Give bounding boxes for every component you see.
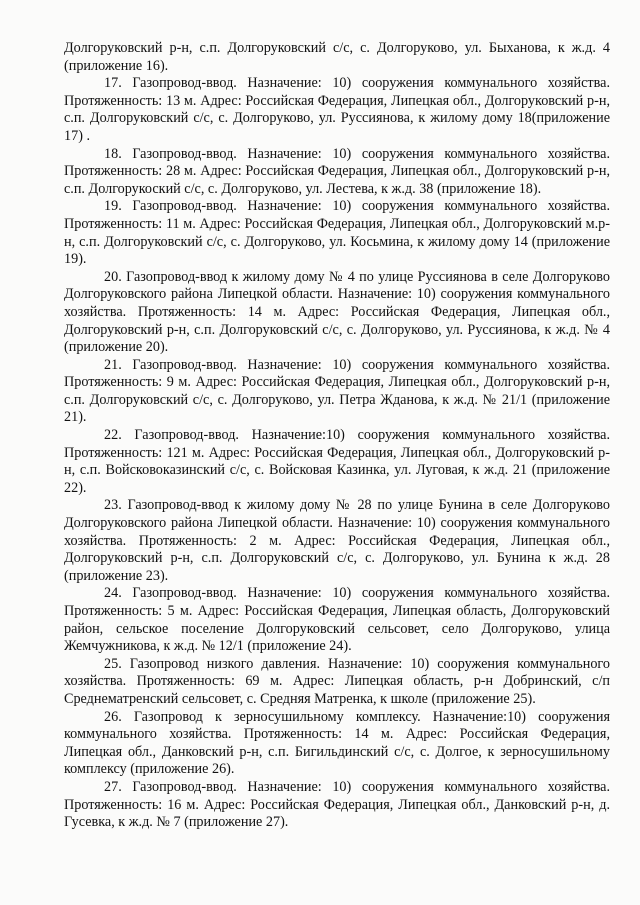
paragraph-item-27: 27. Газопровод-ввод. Назначение: 10) сооружения коммунального хозяйства. Протяженность: 16 м. Адрес: Российская Федерация, Липецкая обл., Данковский р-н, д. Гусевка, к ж.д. № 7 (приложение 27). — [64, 778, 610, 831]
paragraph-item-21: 21. Газопровод-ввод. Назначение: 10) сооружения коммунального хозяйства. Протяженность: 9 м. Адрес: Российская Федерация, Липецкая обл., Долгоруковский р-н, с.п. Долгоруковский с/с, с. Долгоруково, ул. Петра Жданова, к ж.д. № 21/1 (приложение 21). — [64, 356, 610, 426]
paragraph-item-22: 22. Газопровод-ввод. Назначение:10) сооружения коммунального хозяйства. Протяженность: 121 м. Адрес: Российская Федерация, Липецкая обл., Долгоруковский р-н, с.п. Войсковоказинский с/с, с. Войсковая Казинка, ул. Луговая, к ж.д. 21 (приложение 22). — [64, 427, 610, 496]
paragraph-item-24: 24. Газопровод-ввод. Назначение: 10) сооружения коммунального хозяйства. Протяженность: 5 м. Адрес: Российская Федерация, Липецкая область, Долгоруковский район, сельское поселение Долгоруковский сельсовет, село Долгоруково, улица Жемчужникова, к ж.д. № 12/1 (приложение 24). — [64, 585, 610, 655]
paragraph-item-26: 26. Газопровод к зерносушильному комплексу. Назначение:10) сооружения коммунального хозяйства. Протяженность: 14 м. Адрес: Российская Федерация, Липецкая обл., Данковский р-н, с.п. Бигильдинский с/с, с. Долгое, к зерносушильному комплексу (приложение 26). — [64, 708, 610, 778]
paragraph-item-23: 23. Газопровод-ввод к жилому дому № 28 по улице Бунина в селе Долгоруково Долгоруковского района Липецкой области. Назначение: 10) сооружения коммунального хозяйства. Протяженность: 2 м. Адрес: Российская Федерация, Липецкая обл., Долгоруковский р-н, с.п. Долгоруковский с/с, с. Долгоруково, ул. Бунина к ж.д. 28 (приложение 23). — [64, 497, 610, 584]
paragraph-item-18: 18. Газопровод-ввод. Назначение: 10) сооружения коммунального хозяйства. Протяженность: 28 м. Адрес: Российская Федерация, Липецкая обл., Долгоруковский р-н, с.п. Долгорукоский с/с, с. Долгоруково, ул. Лестева, к ж.д. 38 (приложение 18). — [64, 145, 610, 197]
paragraph-item-19: 19. Газопровод-ввод. Назначение: 10) сооружения коммунального хозяйства. Протяженность: 11 м. Адрес: Российская Федерация, Липецкая обл., Долгоруковский м.р-н, с.п. Долгоруковский с/с, с. Долгоруково, ул. Косьмина, к жилому дому 14 (приложение 19). — [64, 198, 610, 268]
paragraph-item-17: 17. Газопровод-ввод. Назначение: 10) сооружения коммунального хозяйства. Протяженность: 13 м. Адрес: Российская Федерация, Липецкая обл., Долгоруковский р-н, с.п. Долгоруковский с/с, с. Долгоруково, ул. Руссиянова, к жилому дому 18(приложение 17) . — [64, 75, 610, 144]
paragraph-item-25: 25. Газопровод низкого давления. Назначение: 10) сооружения коммунального хозяйства. Протяженность: 69 м. Адрес: Липецкая область, р-н Добринский, с/п Среднематренский сельсовет, с. Средняя Матренка, к школе (приложение 25). — [64, 655, 610, 707]
paragraph-continuation: Долгоруковский р-н, с.п. Долгоруковский с/с, с. Долгоруково, ул. Быханова, к ж.д. 4 (приложение 16). — [64, 40, 610, 74]
paragraph-item-20: 20. Газопровод-ввод к жилому дому № 4 по улице Руссиянова в селе Долгоруково Долгоруковского района Липецкой области. Назначение: 10) сооружения коммунального хозяйства. Протяженность: 14 м. Адрес: Российская Федерация, Липецкая обл., Долгоруковский р-н, с.п. Долгоруковский с/с, с. Долгоруково, ул. Руссиянова, к ж.д. № 4 (приложение 20). — [64, 268, 610, 356]
